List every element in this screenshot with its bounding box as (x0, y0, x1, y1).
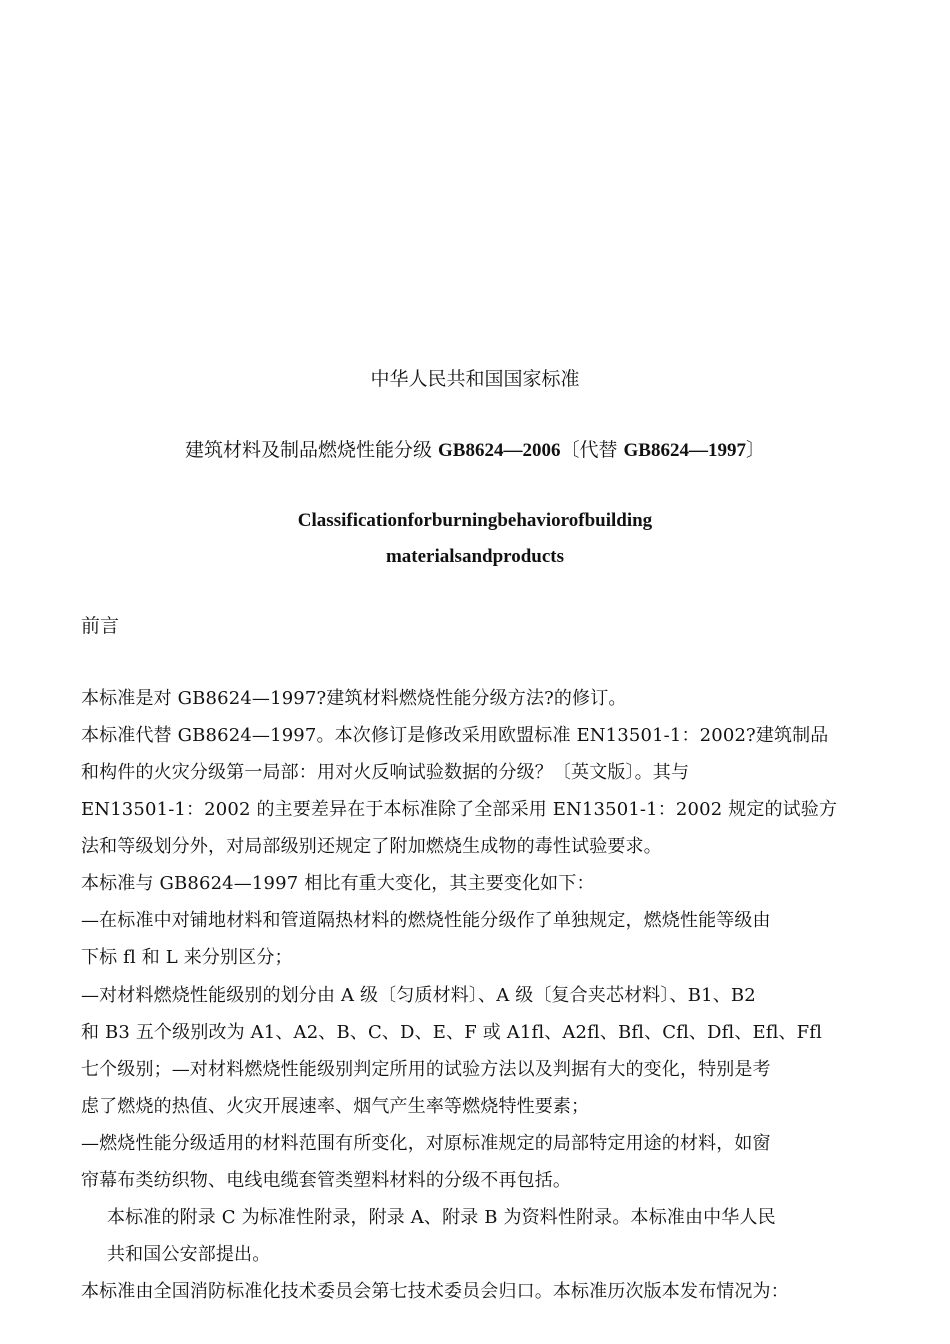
body-line: —对材料燃烧性能级别的划分由 A 级〔匀质材料〕、A 级〔复合夹芯材料〕、B1、B2 (81, 985, 756, 1006)
english-title-line-1: Classificationforburningbehaviorofbuilding (297, 510, 653, 531)
body-line: —燃烧性能分级适用的材料范围有所变化，对原标准规定的局部特定用途的材料，如窗 (81, 1133, 771, 1154)
body-line: EN13501-1：2002 的主要差异在于本标准除了全部采用 EN13501-1：2002 规定的试验方 (81, 799, 838, 820)
body-line: 共和国公安部提出。 (107, 1244, 271, 1265)
body-line: 本标准与 GB8624—1997 相比有重大变化，其主要变化如下： (81, 873, 595, 894)
replaced-standard-code: GB8624—1997 (623, 440, 746, 461)
standard-code: GB8624—2006 (438, 440, 561, 461)
body-line: 法和等级划分外，对局部级别还规定了附加燃烧生成物的毒性试验要求。 (81, 836, 662, 857)
document-title (0, 435, 950, 462)
body-line: 本标准的附录 C 为标准性附录，附录 A、附录 B 为资料性附录。本标准由中华人民 (107, 1207, 776, 1228)
body-line: 帘幕布类纺织物、电线电缆套管类塑料材料的分级不再包括。 (81, 1170, 572, 1191)
replace-prefix: 〔代替 (560, 439, 624, 461)
body-line: 和构件的火灾分级第一局部：用对火反响试验数据的分级？〔英文版〕。其与 (81, 762, 690, 783)
body-line: 七个级别；—对材料燃烧性能级别判定所用的试验方法以及判据有大的变化，特别是考 (81, 1059, 771, 1080)
section-heading-foreword: 前言 (81, 615, 120, 637)
standard-title: 中华人民共和国国家标准 (370, 368, 580, 390)
body-line: 下标 fl 和 L 来分别区分； (81, 947, 293, 968)
body-line: 本标准由全国消防标准化技术委员会第七技术委员会归口。本标准历次版本发布情况为： (81, 1281, 789, 1302)
body-line: 虑了燃烧的热值、火灾开展速率、烟气产生率等燃烧特性要素； (81, 1096, 590, 1117)
body-line: 本标准是对 GB8624—1997?建筑材料燃烧性能分级方法?的修订。 (81, 688, 627, 709)
body-line: 和 B3 五个级别改为 A1、A2、B、C、D、E、F 或 A1fl、A2fl、Bfl、Cfl、Dfl、Efl、Ffl (81, 1022, 822, 1043)
title-chinese: 建筑材料及制品燃烧性能分级 (184, 439, 439, 461)
english-title-line-2: materialsandproducts (385, 546, 565, 567)
body-line: —在标准中对铺地材料和管道隔热材料的燃烧性能分级作了单独规定，燃烧性能等级由 (81, 910, 771, 931)
replace-suffix: 〕 (745, 439, 765, 461)
body-line: 本标准代替 GB8624—1997。本次修订是修改采用欧盟标准 EN13501-1：2002?建筑制品 (81, 725, 829, 746)
